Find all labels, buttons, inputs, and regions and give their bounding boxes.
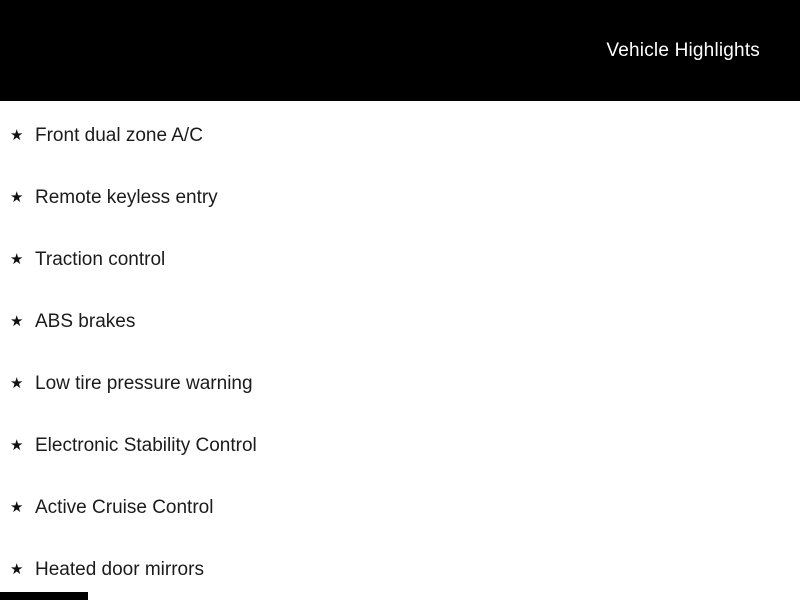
highlight-label: Low tire pressure warning [35,373,253,394]
highlight-label: Traction control [35,249,166,270]
star-icon: ★ [10,437,24,454]
section-header [0,0,800,101]
list-item [10,167,800,229]
star-icon: ★ [10,313,24,330]
highlight-label: ABS brakes [35,311,136,332]
star-icon: ★ [10,499,24,516]
list-item [10,105,800,167]
list-item [10,539,800,601]
star-icon: ★ [10,251,24,268]
list-item [10,353,800,415]
list-item [10,229,800,291]
section-title: Vehicle Highlights [606,39,760,61]
highlight-label: Electronic Stability Control [35,435,257,456]
star-icon: ★ [10,375,24,392]
star-icon: ★ [10,127,24,144]
next-section-partial-bar [0,592,88,600]
highlight-label: Remote keyless entry [35,187,218,208]
highlights-list [0,101,800,601]
star-icon: ★ [10,189,24,206]
list-item [10,291,800,353]
list-item [10,415,800,477]
highlight-label: Front dual zone A/C [35,125,203,146]
highlight-label: Heated door mirrors [35,559,204,580]
star-icon: ★ [10,561,24,578]
highlight-label: Active Cruise Control [35,497,214,518]
list-item [10,477,800,539]
